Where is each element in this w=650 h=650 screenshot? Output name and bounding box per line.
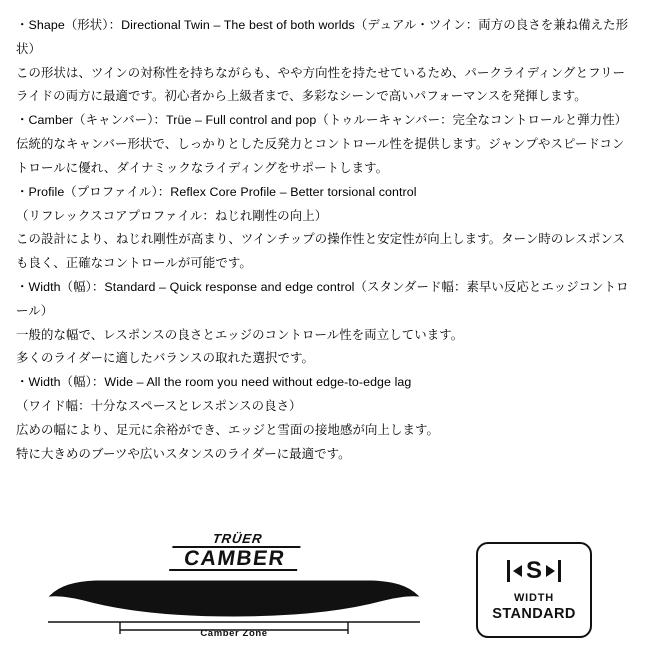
- width-left-bar-icon: [507, 560, 510, 582]
- figure-row: [0, 528, 650, 650]
- paragraph-profile-body: この設計により、ねじれ剛性が高まり、ツインチップの操作性と安定性が向上します。ターン時のレスポンスも良く、正確なコントロールが可能です。: [16, 232, 626, 271]
- paragraph-camber-body: 伝統的なキャンバー形状で、しっかりとした反発力とコントロール性を提供します。ジャンプやスピードコントロールに優れ、ダイナミックなライディングをサポートします。: [16, 137, 625, 175]
- paragraph-camber-heading: ・Camber（キャンバー）：Trüe – Full control and pop（トゥルーキャンバー：完全なコントロールと弾力性）: [16, 113, 628, 128]
- product-description-text: [16, 14, 634, 466]
- arrow-right-icon: [546, 565, 555, 577]
- camber-figure: [44, 532, 424, 644]
- paragraph-profile-subheading: （リフレックスコアプロファイル：ねじれ剛性の向上）: [16, 208, 328, 223]
- width-standard-badge: [476, 542, 592, 638]
- width-size-letter: S: [525, 557, 542, 584]
- snowboard-camber-illustration: [44, 566, 424, 636]
- paragraph-width-wide-subheading: （ワイド幅：十分なスペースとレスポンスの良さ）: [16, 399, 302, 413]
- paragraph-width-standard-heading: ・Width（幅）：Standard – Quick response and edge control（スタンダード幅：素早い反応とエッジコントロール）: [16, 279, 629, 318]
- width-badge-line2: STANDARD: [492, 606, 576, 622]
- arrow-left-icon: [513, 565, 522, 577]
- width-badge-line1: WIDTH: [513, 592, 555, 604]
- camber-logo-main-text: CAMBER: [169, 546, 301, 571]
- paragraph-width-wide-body-1: 広めの幅により、足元に余裕ができ、エッジと雪面の接地感が向上します。: [16, 422, 439, 437]
- paragraph-profile-heading: ・Profile（プロファイル）：Reflex Core Profile – Better torsional control: [16, 184, 417, 199]
- paragraph-width-wide-heading: ・Width（幅）：Wide – All the room you need without edge-to-edge lag: [16, 375, 412, 390]
- camber-logo-top-text: TRÜER: [211, 531, 264, 546]
- paragraph-width-wide-body-2: 特に大きめのブーツや広いスタンスのライダーに最適です。: [16, 446, 351, 461]
- paragraph-width-standard-body-1: 一般的な幅で、レスポンスの良さとエッジのコントロール性を両立しています。: [16, 327, 464, 342]
- width-right-bar-icon: [558, 560, 561, 582]
- camber-logo: [169, 532, 302, 568]
- width-standard-icon: [478, 556, 590, 586]
- camber-zone-label: Camber Zone: [200, 628, 268, 639]
- paragraph-shape-body: この形状は、ツインの対称性を持ちながらも、やや方向性を持たせているため、パークライディングとフリーライドの両方に最適です。初心者から上級者まで、多彩なシーンで高いパフォーマンスを発揮します。: [16, 65, 626, 104]
- paragraph-width-standard-body-2: 多くのライダーに適したバランスの取れた選択です。: [16, 351, 315, 366]
- paragraph-shape-heading: ・Shape（形状）：Directional Twin – The best of both worlds（デュアル・ツイン：両方の良さを兼ね備えた形状）: [16, 18, 629, 56]
